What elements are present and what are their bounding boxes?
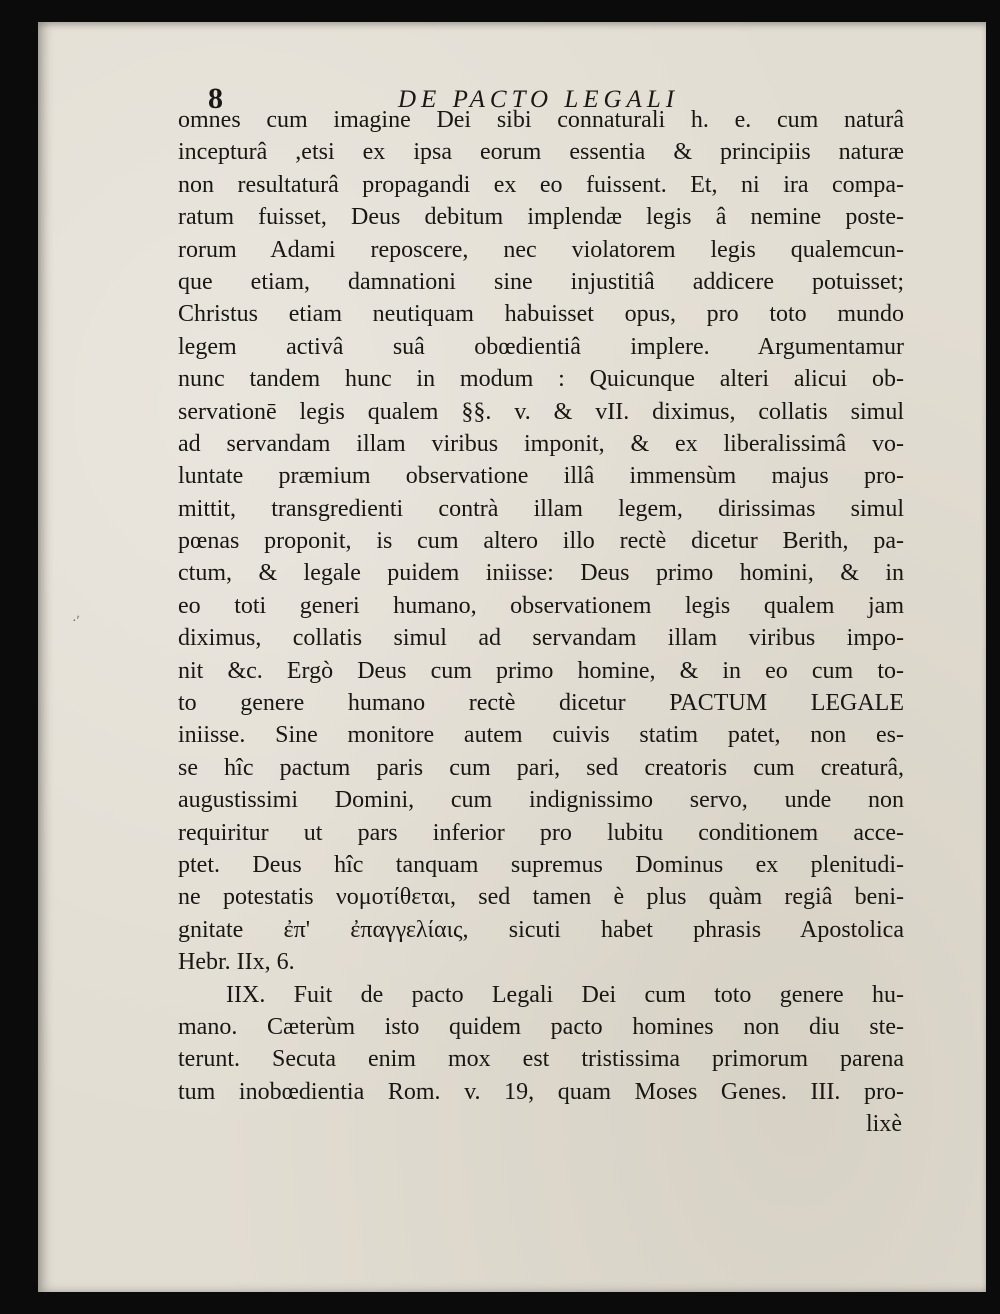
text-line: nit &c. Ergò Deus cum primo homine, & in eo cum to- — [178, 657, 904, 684]
section-heading-line: IIX. Fuit de pacto Legali Dei cum toto genere hu- — [226, 981, 904, 1008]
text-line: ctum, & legale puidem iniisse: Deus primo homini, & in — [178, 560, 904, 587]
text-line: nunc tandem hunc in modum : Quicunque alteri alicui ob- — [178, 366, 904, 393]
text-line: que etiam, damnationi sine injustitiâ addicere potuisset; — [178, 268, 904, 295]
text-line: augustissimi Domini, cum indignissimo servo, unde non — [178, 787, 904, 814]
text-line: incepturâ ,etsi ex ipsa eorum essentia & principiis naturæ — [178, 139, 904, 166]
text-line: luntate præmium observatione illâ immensùm majus pro- — [178, 463, 904, 490]
text-line: diximus, collatis simul ad servandam illam viribus impo- — [178, 625, 904, 652]
margin-mark: ·ʹ — [72, 614, 80, 629]
text-line: se hîc pactum paris cum pari, sed creatoris cum creaturâ, — [178, 754, 904, 781]
text-line: non resultaturâ propagandi ex eo fuissent. Et, ni ira compa- — [178, 171, 904, 198]
text-line: ratum fuisset, Deus debitum implendæ legis â nemine poste- — [178, 204, 904, 231]
text-line: ptet. Deus hîc tanquam supremus Dominus ex plenitudi- — [178, 851, 904, 878]
text-line: terunt. Secuta enim mox est tristissima primorum parena — [178, 1046, 904, 1073]
text-line: rorum Adami reposcere, nec violatorem legis qualemcun- — [178, 236, 904, 263]
text-line: mano. Cæterùm isto quidem pacto homines non diu ste- — [178, 1013, 904, 1040]
catchword: lixè — [866, 1111, 902, 1138]
text-line: mittit, transgredienti contrà illam legem, dirissimas simul — [178, 495, 904, 522]
text-line: Hebr. IIx, 6. — [178, 949, 295, 976]
text-line: Christus etiam neutiquam habuisset opus, pro toto mundo — [178, 301, 904, 328]
page-number: 8 — [208, 82, 223, 115]
text-line: ad servandam illam viribus imponit, & ex liberalissimâ vo- — [178, 430, 904, 457]
text-line: gnitate ἐπ' ἐπαγγελίαις, sicuti habet phrasis Apostolica — [178, 916, 904, 943]
text-line: ne potestatis νομοτίθεται, sed tamen è plus quàm regiâ beni- — [178, 884, 904, 911]
text-line: omnes cum imagine Dei sibi connaturali h. e. cum naturâ — [178, 107, 904, 133]
text-line: iniisse. Sine monitore autem cuivis statim patet, non es- — [178, 722, 904, 749]
body-text — [178, 104, 904, 1141]
text-line: requiritur ut pars inferior pro lubitu conditionem acce- — [178, 819, 904, 846]
text-line: legem activâ suâ obœdientiâ implere. Argumentamur — [178, 333, 904, 360]
running-title: DE PACTO LEGALI — [398, 86, 680, 113]
text-line: servationē legis qualem §§. v. & vII. diximus, collatis simul — [178, 398, 904, 425]
text-line: to genere humano rectè dicetur PACTUM LEGALE — [178, 690, 904, 717]
text-line: tum inobœdientia Rom. v. 19, quam Moses Genes. III. pro- — [178, 1078, 904, 1105]
text-line: pœnas proponit, is cum altero illo rectè dicetur Berith, pa- — [178, 528, 904, 555]
text-line: eo toti generi humano, observationem legis qualem jam — [178, 592, 904, 619]
